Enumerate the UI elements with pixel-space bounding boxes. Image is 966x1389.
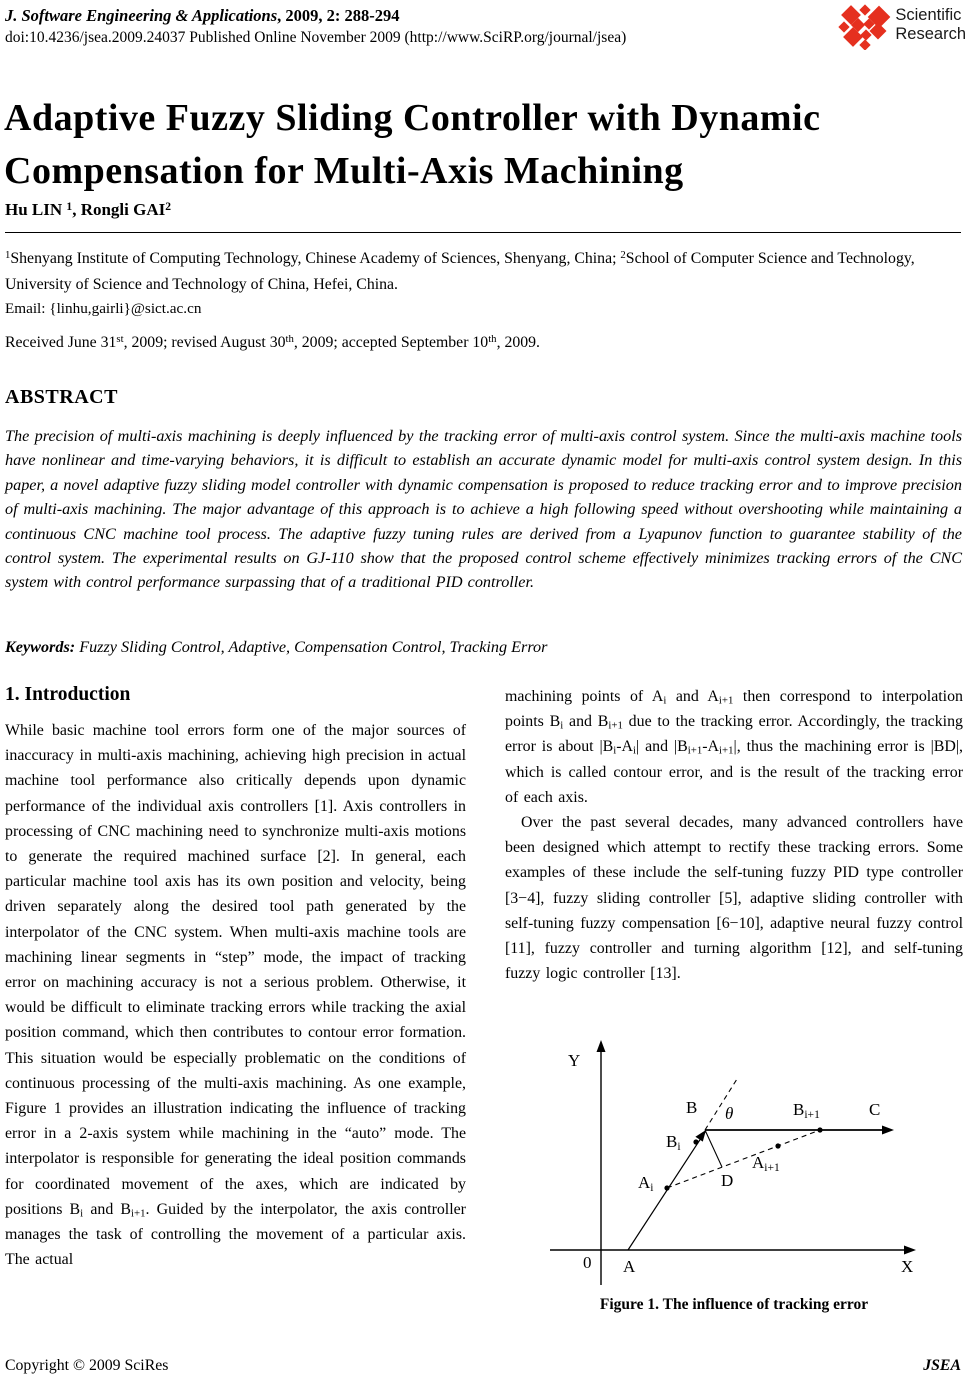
figure-label-point-ai: $A_i$ [638, 1173, 654, 1194]
figure-label-origin: 0 [583, 1253, 592, 1272]
figure-label-point-bi: $B_i$ [666, 1132, 681, 1153]
keywords-text: Fuzzy Sliding Control, Adaptive, Compensation Control, Tracking Error [75, 638, 548, 656]
journal-header-line [5, 6, 400, 26]
journal-issue: , 2009, 2: 288-294 [277, 6, 400, 25]
keywords-line [5, 638, 962, 657]
publisher-name [895, 6, 966, 44]
introduction-paragraph-right-2: Over the past several decades, many advanced controllers have been designed which attempt to rectify these tracking errors. Some examples of these include the self-tuning fuzzy PID type controller [3−4], fuzzy sliding controller [5], adaptive sliding controller with self-tuning fuzzy compensation [6−10], adaptive neural fuzzy control [11], fuzzy controller and turning algorithm [12], and self-tuning fuzzy logic controller [13]. [505, 814, 963, 983]
publisher-name-line2: Research [895, 25, 966, 43]
figure-1-caption: Figure 1. The influence of tracking error [599, 1296, 869, 1313]
publisher-logo [837, 4, 966, 55]
figure-label-y-axis: Y [568, 1051, 581, 1070]
author-2-affiliation-mark: 2 [165, 199, 172, 213]
copyright-notice: Copyright © 2009 SciRes [5, 1357, 169, 1374]
section-heading-introduction: 1. Introduction [5, 684, 131, 705]
page-title [4, 92, 960, 198]
abstract-text: The precision of multi-axis machining is deeply influenced by the tracking error of multi-axis control system. Since the multi-axis machine tools have nonlinear and time-varying behaviors, it is difficult to establish an accurate dynamic model for multi-axis control system design. In this paper, a novel adaptive fuzzy sliding model controller with dynamic compensation is proposed to reduce tracking error and to improve precision of multi-axis machining. The major advantage of this approach is to achieve a high following speed without overshooting while maintaining a continuous CNC machine tool process. The adaptive fuzzy tuning rules are derived from a Lyapunov function to guarantee stability of the control system. The experimental results on GJ-110 show that the proposed control scheme effectively minimizes tracking errors of the CNC system with control performance surpassing that of a traditional PID controller. [5, 427, 962, 592]
authors-line [5, 200, 171, 220]
figure-label-point-b: B [686, 1098, 698, 1117]
received-dates: Received June 31st, 2009; revised August 30th, 2009; accepted September 10th, 2009. [5, 333, 541, 351]
diamond-cluster-icon [837, 4, 893, 55]
author-1: Hu LIN [5, 200, 63, 219]
abstract-heading: ABSTRACT [5, 386, 118, 408]
title-divider [5, 232, 961, 233]
figure-label-point-ai1: $A_{i+1}$ [752, 1153, 780, 1174]
right-column [505, 684, 963, 986]
left-column [5, 684, 466, 1272]
figure-label-point-c: C [869, 1100, 881, 1119]
journal-title: J. Software Engineering & Applications [5, 6, 278, 25]
author-2: , Rongli GAI [72, 200, 166, 219]
figure-label-theta: θ [725, 1104, 734, 1123]
figure-label-point-bi1: $B_{i+1}$ [793, 1100, 820, 1121]
journal-abbreviation: JSEA [923, 1357, 961, 1374]
figure-label-point-d: D [721, 1171, 734, 1190]
figure-1-tracking-error-diagram [540, 1038, 935, 1290]
introduction-paragraph-right-1: machining points of $A_i$ and $A_{i+1}$ then correspond to interpolation points $B_i$ and $B_{i+1}$ due to the tracking error. Accordingly, the tracking error is about $|B_i-A_i|$ and $|B_{i+1}-A_{i+1}|$, thus the machining error is |BD|, which is called contour error, and is the result of the tracking error of each axis. [505, 688, 963, 806]
title-line1: Adaptive Fuzzy Sliding Controller with Dynamic [4, 97, 821, 139]
keywords-label: Keywords: [5, 638, 76, 656]
author-1-affiliation-mark: 1 [66, 199, 73, 213]
introduction-paragraph-left: While basic machine tool errors form one of the major sources of inaccuracy in multi-axis machining, achieving high precision in actual machine tool performance also critically depends upon dynamic performance of the individual axis controllers [1]. Axis controllers in processing of CNC machining need to synchronize multi-axis motions to generate the required machined surface [2]. In general, each particular machine tool axis has its own position and velocity, being driven separately along the desired tool path generated by the interpolator of the CNC system. When multi-axis machine tools are machining linear segments in “step” mode, the impact of tracking error on machining accuracy is not a serious problem. Otherwise, it would be difficult to eliminate tracking errors while tracking the axial position command, which then contributes to contour error formation. This situation would be especially problematic on the conditions of continuous processing of the multi-axis machining. As one example, Figure 1 provides an illustration indicating the influence of tracking error in a 2-axis system while machining in the “auto” mode. The interpolator is responsible for generating the ideal position commands for coordinated movement of the axes, which are indicated by positions $B_i$ and $B_{i+1}$. Guided by the interpolator, the axis controller manages the task of controlling the movement of a particular axis. The actual [5, 722, 466, 1269]
figure-1-axes-drawing [540, 1038, 935, 1290]
affiliations: $^1$Shenyang Institute of Computing Technology, Chinese Academy of Sciences, Shenyang, China; $^2$School of Computer Science and Technology, University of Science and Technology of China, Hefei, China. [5, 249, 915, 293]
publisher-name-line1: Scientific [895, 6, 962, 24]
title-line2: Compensation for Multi-Axis Machining [4, 150, 684, 192]
figure-label-x-axis: X [901, 1257, 914, 1276]
figure-label-point-a: A [623, 1257, 636, 1276]
doi-line: doi:10.4236/jsea.2009.24037 Published Online November 2009 (http://www.SciRP.org/journal/jsea) [5, 29, 627, 46]
email-line: Email: {linhu,gairli}@sict.ac.cn [5, 300, 202, 317]
